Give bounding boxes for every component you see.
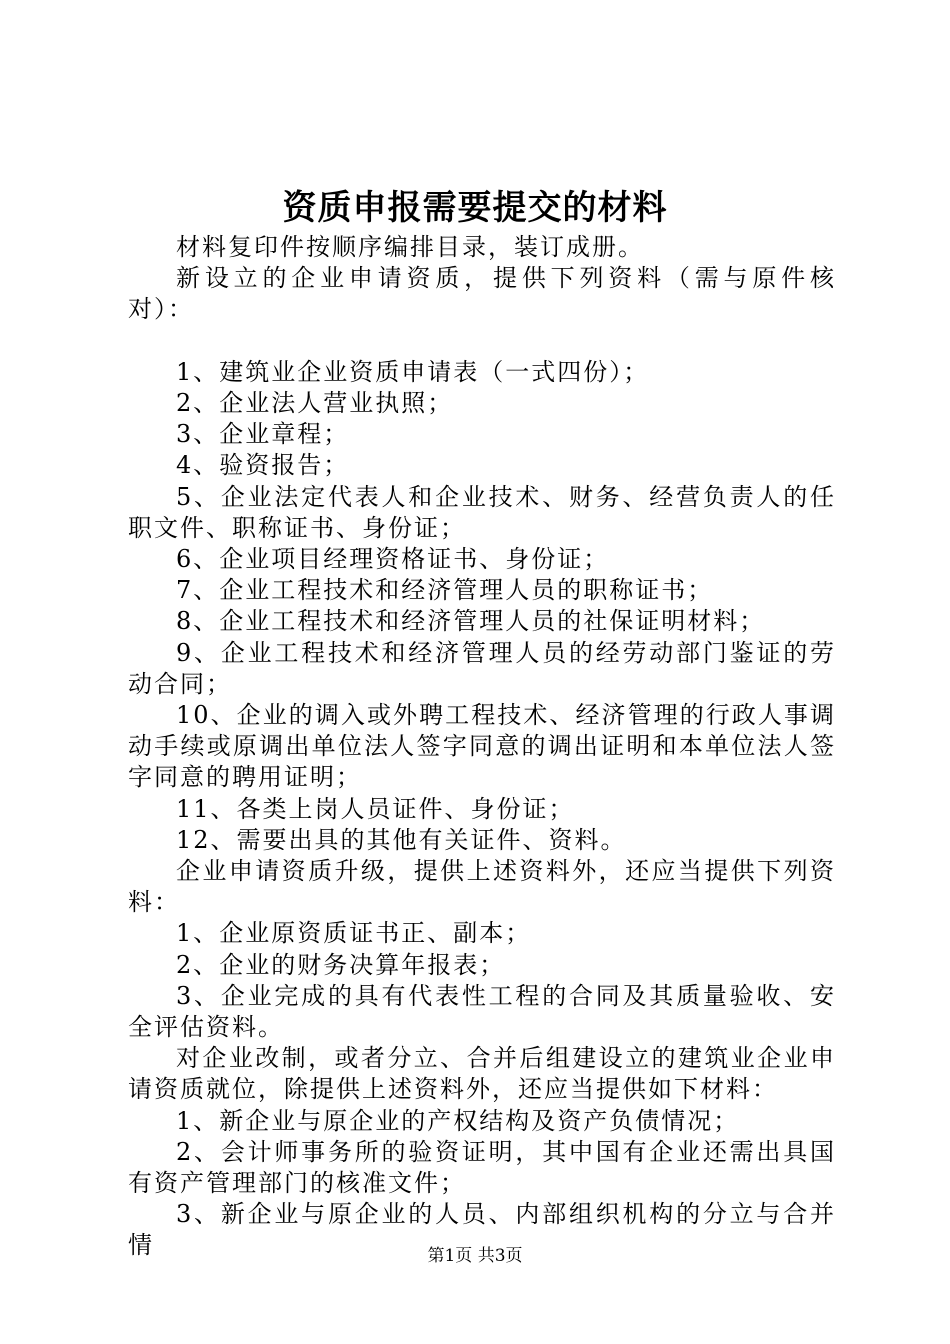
list-item: 6、企业项目经理资格证书、身份证； bbox=[176, 545, 610, 574]
list-item: 1、建筑业企业资质申请表（一式四份）； bbox=[176, 357, 650, 386]
paragraph: 对企业改制，或者分立、合并后组建设立的建筑业企业申请资质就位，除提供上述资料外，还应当提供如下材料： bbox=[128, 1044, 836, 1104]
paragraph: 企业申请资质升级，提供上述资料外，还应当提供下列资料： bbox=[128, 857, 836, 917]
list-item: 3、企业完成的具有代表性工程的合同及其质量验收、安全评估资料。 bbox=[128, 981, 836, 1042]
list-item: 9、企业工程技术和经济管理人员的经劳动部门鉴证的劳动合同； bbox=[128, 638, 836, 698]
document-title: 资质申报需要提交的材料 bbox=[282, 188, 668, 228]
page-footer: 第1页 共3页 bbox=[427, 1246, 523, 1266]
paragraph: 材料复印件按顺序编排目录，装订成册。 bbox=[176, 233, 644, 261]
list-item: 5、企业法定代表人和企业技术、财务、经营负责人的任职文件、职称证书、身份证； bbox=[128, 482, 836, 542]
list-item: 1、新企业与原企业的产权结构及资产负债情况； bbox=[176, 1106, 740, 1135]
list-item: 12、需要出具的其他有关证件、资料。 bbox=[176, 825, 627, 854]
list-item: 4、验资报告； bbox=[176, 451, 350, 480]
list-item: 3、企业章程； bbox=[176, 420, 350, 449]
list-item: 2、会计师事务所的验资证明，其中国有企业还需出具国有资产管理部门的核准文件； bbox=[128, 1137, 836, 1198]
list-item: 11、各类上岗人员证件、身份证； bbox=[176, 794, 575, 823]
list-item: 3、新企业与原企业的人员、内部组织机构的分立与合并情 bbox=[128, 1200, 836, 1260]
list-item: 8、企业工程技术和经济管理人员的社保证明材料； bbox=[176, 607, 766, 636]
document-body bbox=[128, 232, 836, 1262]
blank-line bbox=[128, 326, 836, 357]
list-item: 7、企业工程技术和经济管理人员的职称证书； bbox=[176, 576, 714, 605]
list-item: 2、企业的财务决算年报表； bbox=[176, 950, 506, 979]
paragraph: 新设立的企业申请资质，提供下列资料（需与原件核对）： bbox=[128, 264, 836, 324]
list-item: 1、企业原资质证书正、副本； bbox=[176, 919, 532, 948]
list-item: 2、企业法人营业执照； bbox=[176, 389, 454, 417]
list-item: 10、企业的调入或外聘工程技术、经济管理的行政人事调动手续或原调出单位法人签字同意的调出证明和本单位法人签字同意的聘用证明； bbox=[128, 701, 836, 792]
